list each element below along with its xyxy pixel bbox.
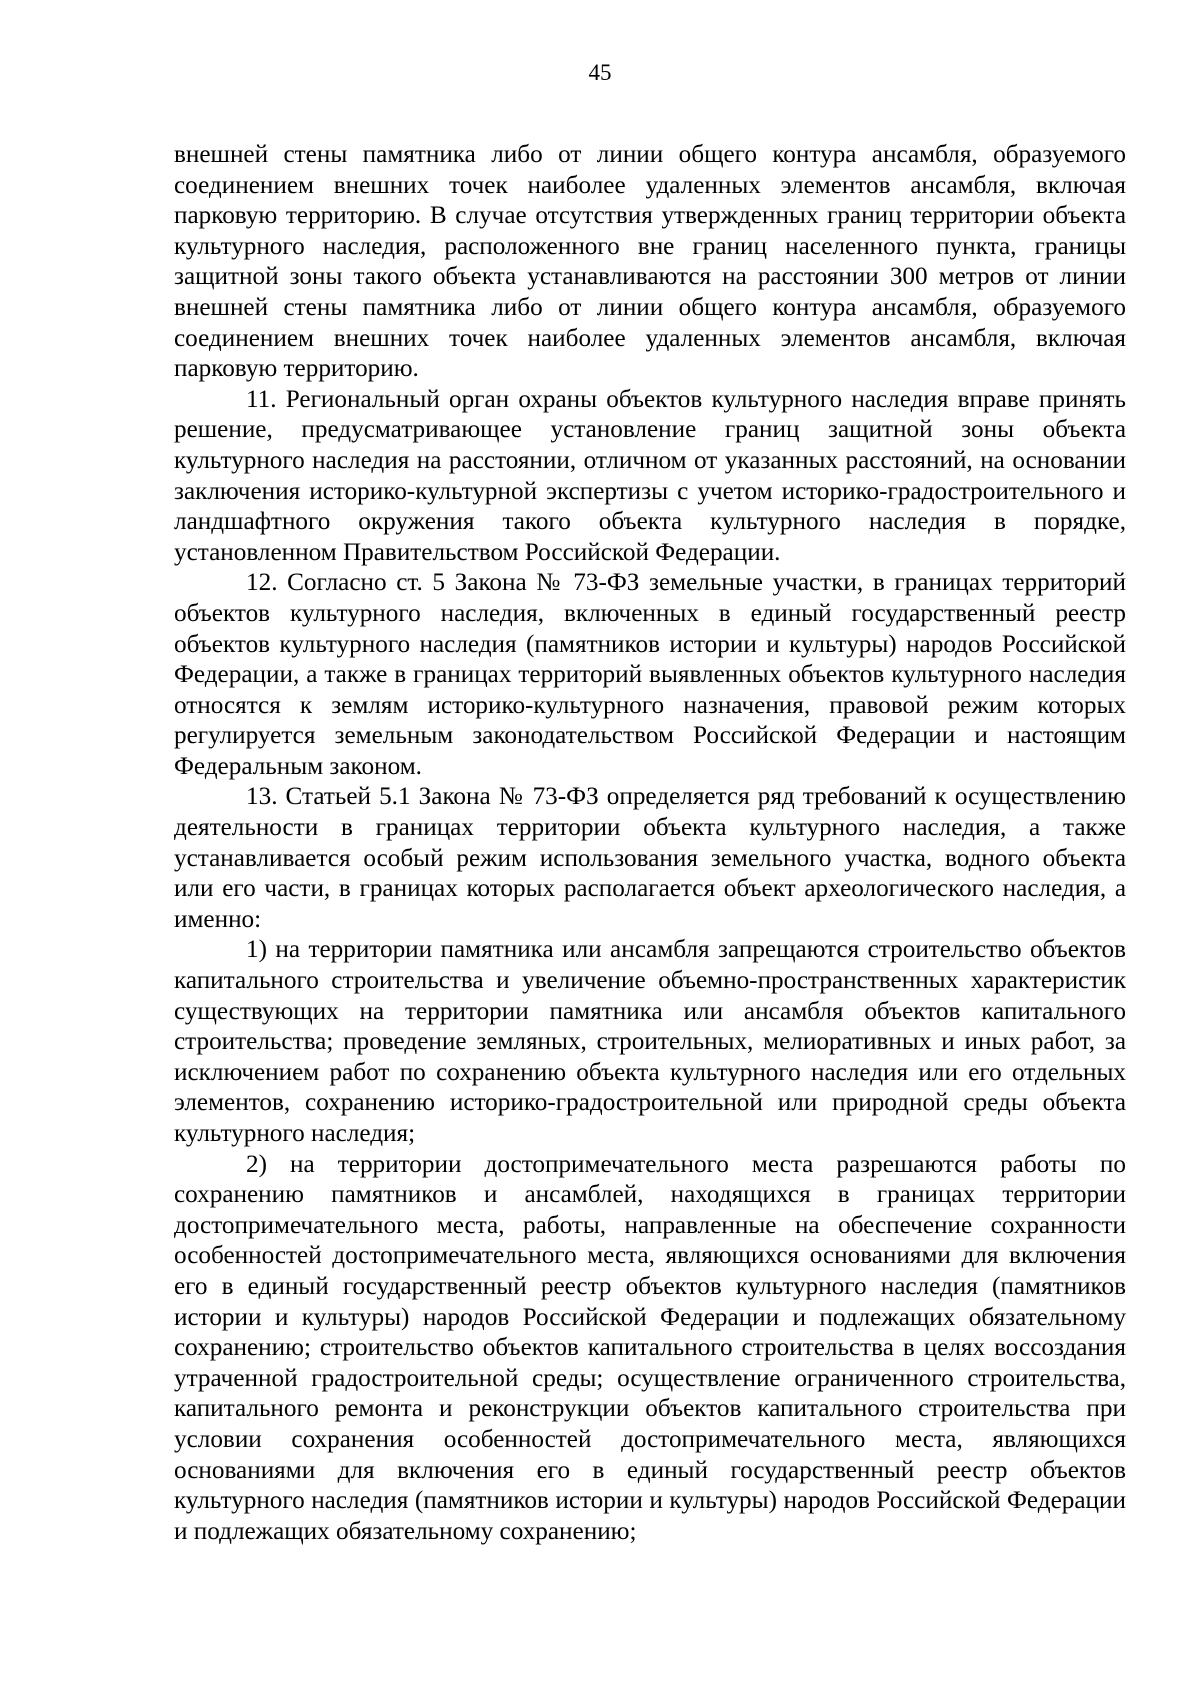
subparagraph-1: 1) на территории памятника или ансамбля запрещаются строительство объектов капитального строительства и увеличение объемно-пространственных характеристик существующих на территории памятника или ансамбля объектов капитального строительства; проведение земляных, строительных, мелиоративных и иных работ, за исключением работ по сохранению объекта культурного наследия или его отдельных элементов, сохранению историко-градостроительной или природной среды объекта культурного наследия; [174, 936, 1126, 1147]
page-number: 45 [588, 60, 612, 85]
body-text [174, 140, 1126, 1547]
paragraph-item-11: 11. Региональный орган охраны объектов культурного наследия вправе принять решение, предусматривающее установление границ защитной зоны объекта культурного наследия на расстоянии, отличном от указанных расстояний, на основании заключения историко-культурной экспертизы с учетом историко-градостроительного и ландшафтного окружения такого объекта культурного наследия в порядке, установленном Правительством Российской Федерации. [174, 385, 1126, 566]
paragraph-item-12: 12. Согласно ст. 5 Закона № 73-ФЗ земельные участки, в границах территорий объектов культурного наследия, включенных в единый государственный реестр объектов культурного наследия (памятников истории и культуры) народов Российской Федерации, а также в границах территорий выявленных объектов культурного наследия относятся к землям историко-культурного назначения, правовой режим которых регулируется земельным законодательством Российской Федерации и настоящим Федеральным законом. [174, 569, 1126, 780]
subparagraph-2: 2) на территории достопримечательного места разрешаются работы по сохранению памятников и ансамблей, находящихся в границах территории достопримечательного места, работы, направленные на обеспечение сохранности особенностей достопримечательного места, являющихся основаниями для включения его в единый государственный реестр объектов культурного наследия (памятников истории и культуры) народов Российской Федерации и подлежащих обязательному сохранению; строительство объектов капитального строительства в целях воссоздания утраченной градостроительной среды; осуществление ограниченного строительства, капитального ремонта и реконструкции объектов капитального строительства при условии сохранения особенностей достопримечательного места, являющихся основаниями для включения его в единый государственный реестр объектов культурного наследия (памятников истории и культуры) народов Российской Федерации и подлежащих обязательному сохранению; [174, 1150, 1126, 1545]
paragraph-continuation: внешней стены памятника либо от линии общего контура ансамбля, образуемого соединением внешних точек наиболее удаленных элементов ансамбля, включая парковую территорию. В случае отсутствия утвержденных границ территории объекта культурного наследия, расположенного вне границ населенного пункта, границы защитной зоны такого объекта устанавливаются на расстоянии 300 метров от линии внешней стены памятника либо от линии общего контура ансамбля, образуемого соединением внешних точек наиболее удаленных элементов ансамбля, включая парковую территорию. [174, 141, 1126, 383]
paragraph-item-13: 13. Статьей 5.1 Закона № 73-ФЗ определяется ряд требований к осуществлению деятельности в границах территории объекта культурного наследия, а также устанавливается особый режим использования земельного участка, водного объекта или его части, в границах которых располагается объект археологического наследия, а именно: [174, 783, 1126, 933]
